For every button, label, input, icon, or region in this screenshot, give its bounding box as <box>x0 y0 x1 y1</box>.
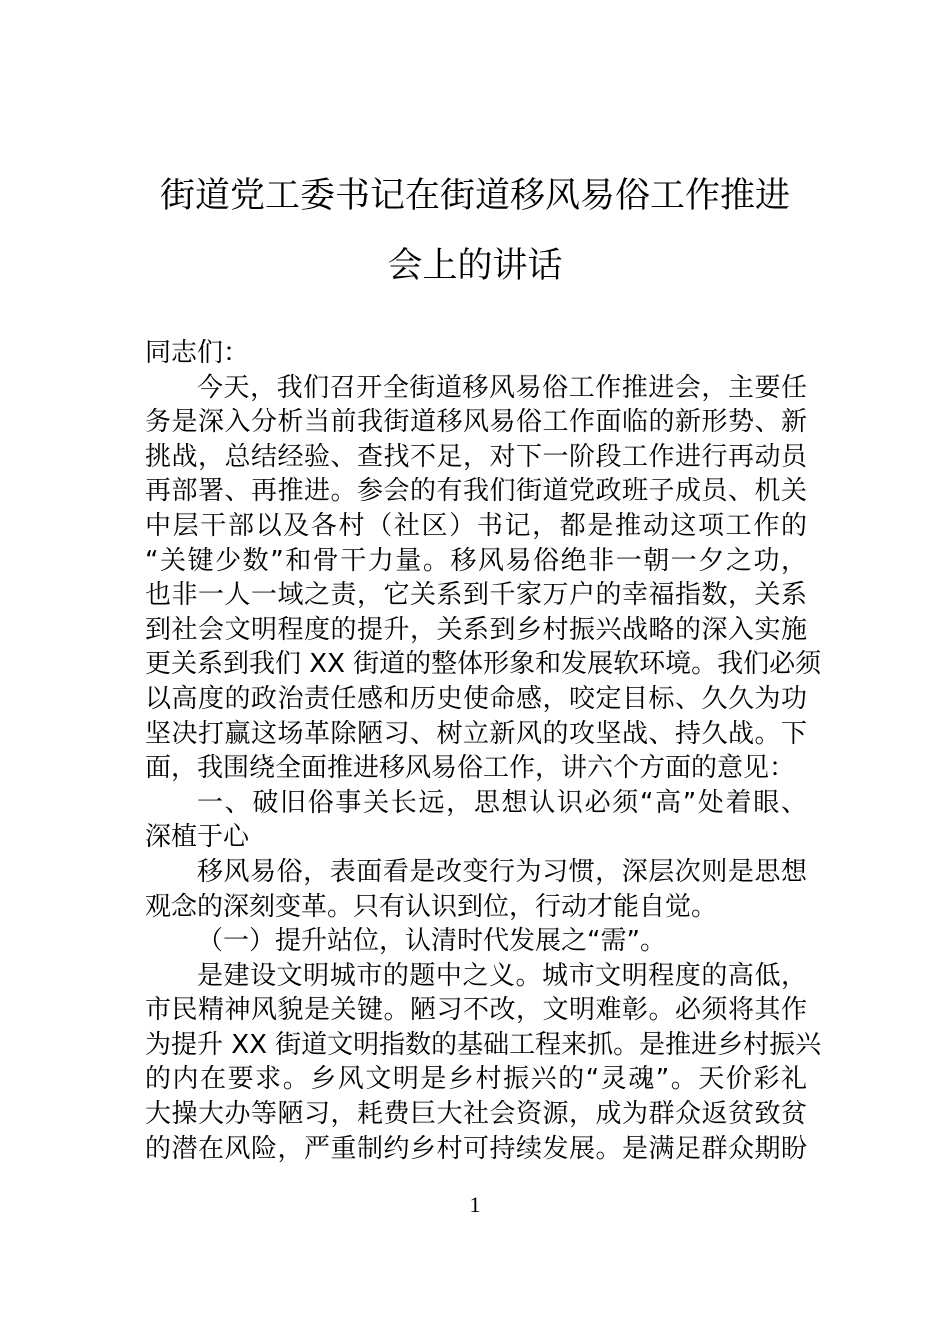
text-line: （一）提升站位，认清时代发展之“需”。 <box>197 926 666 957</box>
text-line: 深植于心 <box>145 822 250 853</box>
text-line: 以高度的政治责任感和历史使命感，咬定目标、久久为功 <box>145 683 807 714</box>
text-line: 挑战，总结经验、查找不足，对下一阶段工作进行再动员 <box>145 441 807 472</box>
text-line: 市民精神风貌是关键。陋习不改，文明难彰。必须将其作 <box>145 995 807 1026</box>
text-line: 同志们： <box>145 338 250 368</box>
text-line: “关键少数”和骨干力量。移风易俗绝非一朝一夕之功， <box>145 545 807 576</box>
text-line: 为提升 XX 街道文明指数的基础工程来抓。是推进乡村振兴 <box>145 1029 822 1060</box>
text-line: 到社会文明程度的提升，关系到乡村振兴战略的深入实施 <box>145 614 807 645</box>
document-body <box>145 336 822 1166</box>
text-line: 更关系到我们 XX 街道的整体形象和发展软环境。我们必须 <box>145 649 822 680</box>
text-line: 的内在要求。乡风文明是乡村振兴的“灵魂”。天价彩礼 <box>145 1064 807 1095</box>
document-title-line-1: 街道党工委书记在街道移风易俗工作推进 <box>159 176 790 216</box>
text-line: 一、破旧俗事关长远，思想认识必须“高”处着眼、 <box>197 787 807 818</box>
text-line: 中层干部以及各村（社区）书记，都是推动这项工作的 <box>145 510 807 541</box>
text-line: 观念的深刻变革。只有认识到位，行动才能自觉。 <box>145 891 718 922</box>
text-line: 坚决打赢这场革除陋习、树立新风的攻坚战、持久战。下 <box>145 718 807 749</box>
document-title-line-2: 会上的讲话 <box>387 246 563 286</box>
page-number: 1 <box>469 1192 481 1217</box>
text-line: 今天，我们召开全街道移风易俗工作推进会，主要任 <box>197 372 807 403</box>
text-line: 移风易俗，表面看是改变行为习惯，深层次则是思想 <box>197 856 807 887</box>
text-line: 务是深入分析当前我街道移风易俗工作面临的新形势、新 <box>145 407 807 438</box>
text-line: 面，我围绕全面推进移风易俗工作，讲六个方面的意见： <box>145 753 796 784</box>
text-line: 是建设文明城市的题中之义。城市文明程度的高低， <box>197 960 807 991</box>
text-line: 大操大办等陋习，耗费巨大社会资源，成为群众返贫致贫 <box>145 1099 807 1130</box>
text-line: 也非一人一域之责，它关系到千家万户的幸福指数，关系 <box>145 580 807 611</box>
text-line: 再部署、再推进。参会的有我们街道党政班子成员、机关 <box>145 476 807 507</box>
text-line: 的潜在风险，严重制约乡村可持续发展。是满足群众期盼 <box>145 1133 807 1164</box>
